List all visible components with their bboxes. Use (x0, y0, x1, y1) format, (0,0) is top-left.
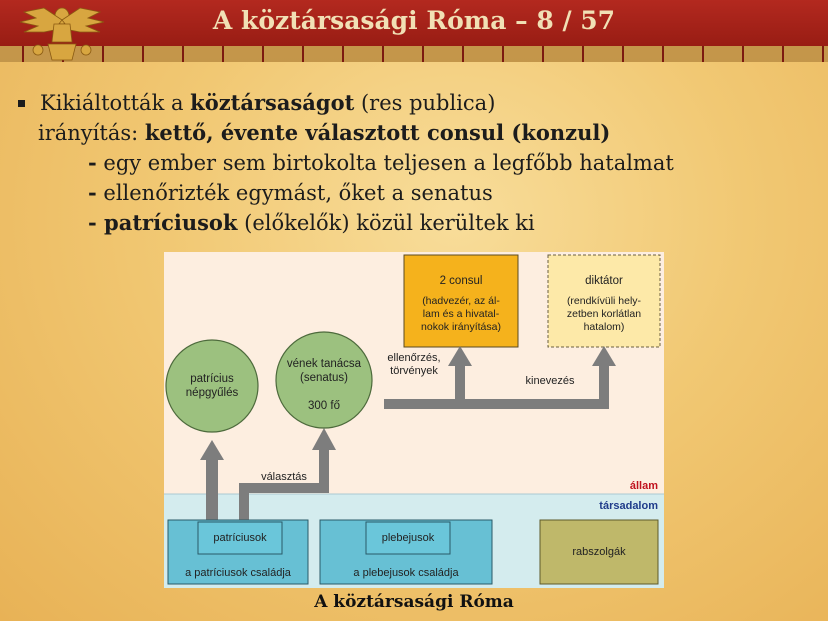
bullet-republic: Kikiáltották a köztársaságot (res publica) (18, 88, 818, 118)
patrician-assembly-label-1: patrícius (190, 373, 234, 385)
bullet-list (18, 88, 818, 238)
slaves-label: rabszolgák (572, 546, 626, 558)
bullet-power: - egy ember sem birtokolta teljesen a legfőbb hatalmat (88, 150, 674, 175)
dictator-desc-2: zetben korlátlan (566, 308, 642, 320)
control-label-1: ellenőrzés, (387, 352, 441, 364)
patrician-families-label: a patríciusok családja (185, 567, 291, 579)
state-zone-label: állam (629, 480, 658, 492)
election-label: választás (261, 471, 307, 483)
arrow-head-dictator (592, 346, 616, 366)
decorative-border (0, 46, 828, 62)
dictator-desc-3: hatalom) (583, 321, 625, 333)
republic-diagram (164, 252, 664, 588)
bullet-square-icon (18, 100, 25, 107)
arrow-head-senate (312, 428, 336, 450)
society-zone-label: társadalom (599, 500, 658, 512)
consul-desc-2: lam és a hivatal- (422, 308, 500, 320)
patricians-label: patríciusok (213, 532, 267, 544)
arrow-head-consul (448, 346, 472, 366)
senate-count: 300 fő (308, 400, 340, 412)
diagram-caption: A köztársasági Róma (314, 592, 514, 612)
bullet-governance: irányítás: kettő, évente választott consul (konzul) (38, 120, 611, 145)
plebeian-families-label: a plebejusok családja (353, 567, 459, 579)
bullet-control: - ellenőrizték egymást, őket a senatus (88, 180, 493, 205)
patrician-assembly-circle (166, 340, 258, 432)
patrician-assembly-label-2: népgyűlés (185, 387, 239, 399)
control-label-2: törvények (390, 365, 438, 377)
appointment-label: kinevezés (525, 375, 575, 387)
consul-title: 2 consul (439, 275, 483, 287)
senate-label-1: vének tanácsa (286, 358, 362, 370)
consul-desc-3: nokok irányítása) (421, 321, 501, 333)
senate-label-2: (senatus) (300, 372, 348, 384)
plebeians-label: plebejusok (381, 532, 435, 544)
arrow-head-assembly (200, 440, 224, 460)
arrow-patricians-to-assembly (206, 458, 218, 520)
dictator-desc-1: (rendkívüli hely- (566, 295, 642, 307)
consul-desc-1: (hadvezér, az ál- (422, 295, 500, 307)
title-bar (0, 0, 828, 62)
slide-title: A köztársasági Róma – 8 / 57 (212, 6, 616, 35)
dictator-title: diktátor (585, 275, 623, 287)
bullet-patricians: - patríciusok (előkelők) közül kerültek ki (88, 210, 535, 235)
